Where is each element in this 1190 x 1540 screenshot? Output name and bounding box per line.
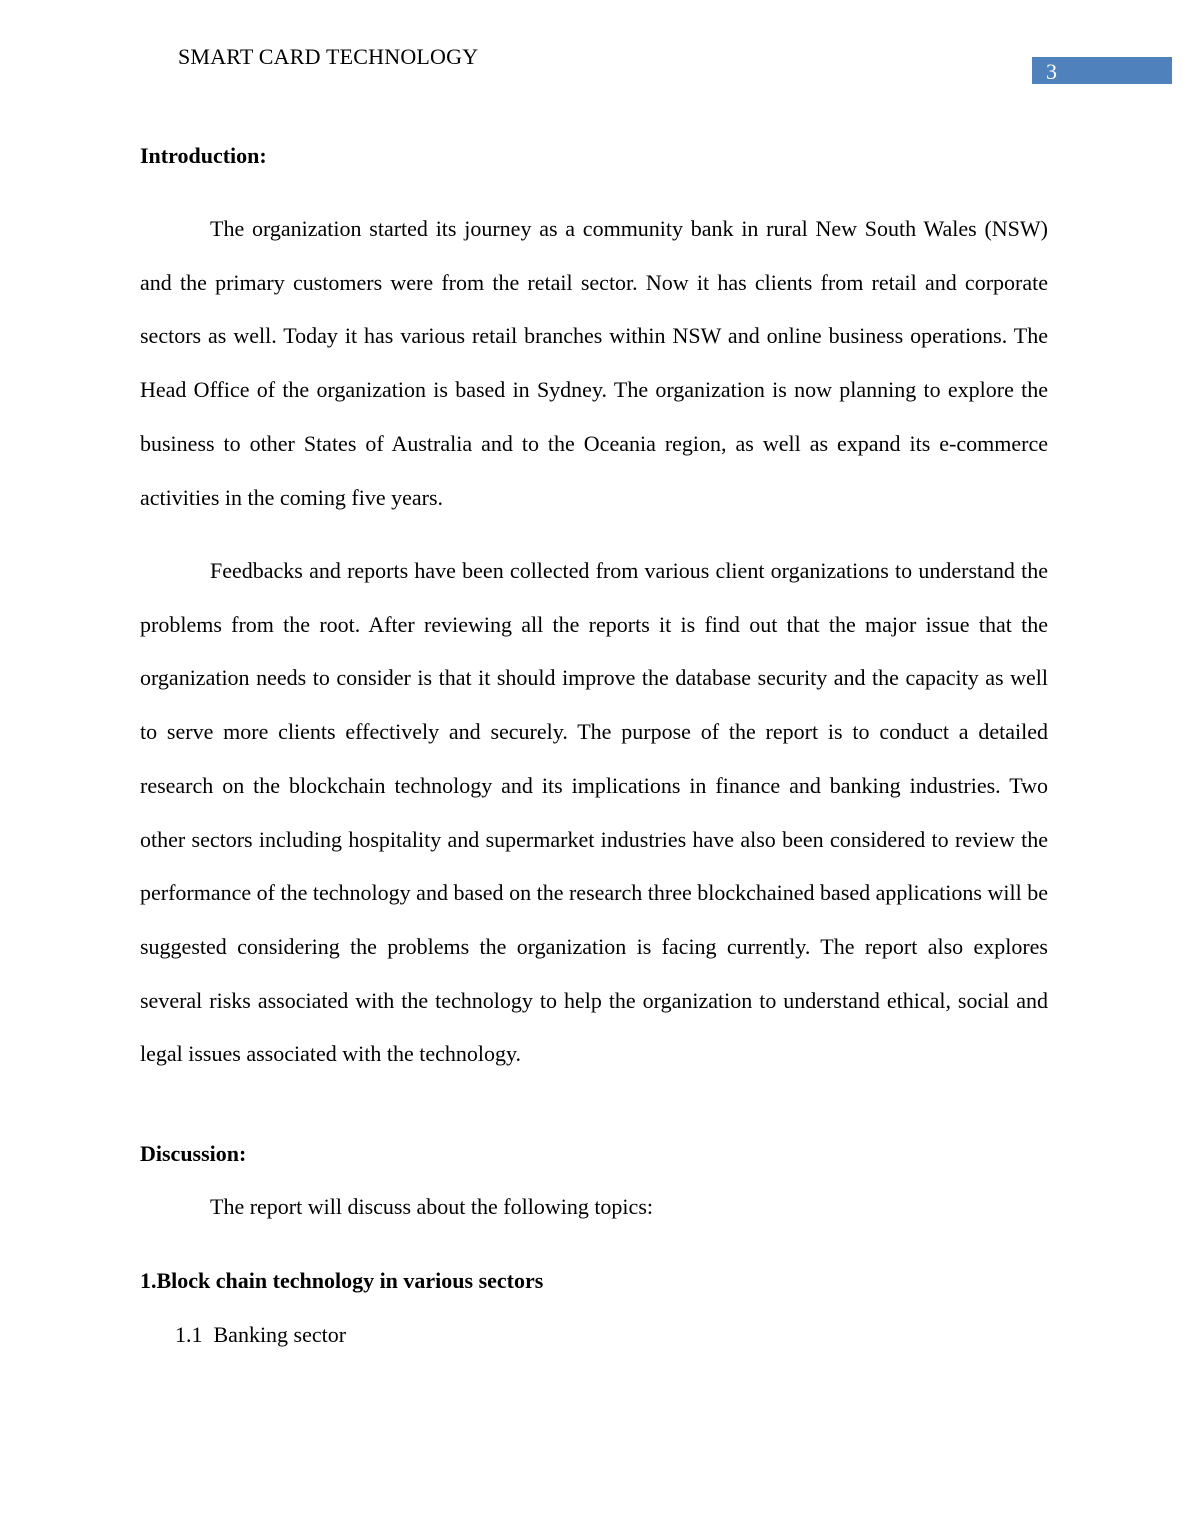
discussion-heading: Discussion: <box>140 1141 247 1166</box>
introduction-paragraph-2: Feedbacks and reports have been collected from various client organizations to understand the problems from the root. After reviewing all the reports it is find out that the major issue that the organization needs to consider is that it should improve the database security and the capacity as well to serve more clients effectively and securely. The purpose of the report is to conduct a detailed research on the blockchain technology and its implications in finance and banking industries. Two other sectors including hospitality and supermarket industries have also been considered to review the performance of the technology and based on the research three blockchained based applications will be suggested considering the problems the organization is facing currently. The report also explores several risks associated with the technology to help the organization to understand ethical, social and legal issues associated with the technology. <box>140 558 1048 1067</box>
introduction-paragraph-1: The organization started its journey as a community bank in rural New South Wales (NSW) and the primary customers were from the retail sector. Now it has clients from retail and corporate sectors as well. Today it has various retail branches within NSW and online business operations. The Head Office of the organization is based in Sydney. The organization is now planning to explore the business to other States of Australia and to the Oceania region, as well as expand its e-commerce activities in the coming five years. <box>140 216 1048 510</box>
discussion-intro-line: The report will discuss about the following topics: <box>210 1194 653 1219</box>
introduction-heading: Introduction: <box>140 143 267 168</box>
section-heading-blockchain: 1.Block chain technology in various sectors <box>140 1268 544 1293</box>
page-number-badge <box>1032 57 1172 84</box>
subsection-banking-sector: 1.1 Banking sector <box>175 1322 347 1347</box>
page-number: 3 <box>1046 59 1057 84</box>
running-head: SMART CARD TECHNOLOGY <box>178 44 479 69</box>
